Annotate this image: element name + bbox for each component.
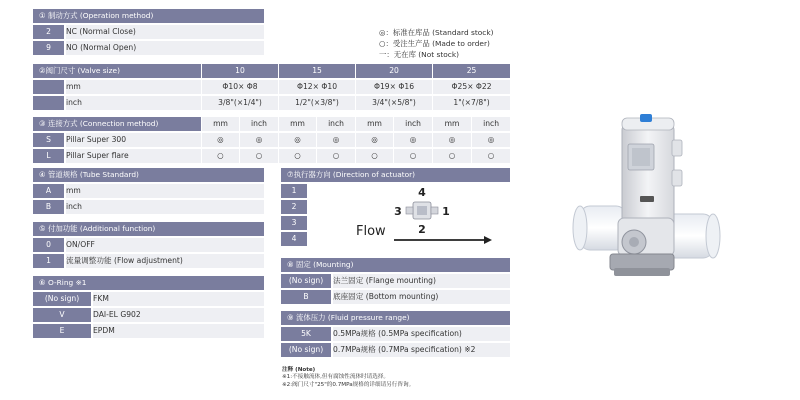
legend-item: ◎：标准在库品 (Standard stock) <box>379 28 494 37</box>
operation-method-section <box>33 7 264 57</box>
table-row[interactable] <box>33 292 264 306</box>
size-value: Φ25× Φ22 <box>432 80 510 94</box>
flow-arrow-icon <box>394 236 492 244</box>
option-code: 2 <box>281 200 307 214</box>
option-label: 流量调整功能 (Flow adjustment) <box>64 254 264 268</box>
table-row[interactable] <box>33 254 264 268</box>
unit-header: mm <box>278 117 316 131</box>
stock-legend <box>379 27 494 60</box>
size-header: 10 <box>201 64 278 78</box>
size-value: Φ10× Φ8 <box>201 80 278 94</box>
option-code: B <box>281 290 331 304</box>
section-title: ⑦执行器方向 (Direction of actuator) <box>281 168 510 182</box>
note-line: ※2:阀门尺寸"25"的0.7MPa规格的详细请另行咨询。 <box>282 381 415 388</box>
direction-label-2: 2 <box>418 223 426 236</box>
option-label: 底座固定 (Bottom mounting) <box>331 290 510 304</box>
table-row[interactable] <box>33 133 510 147</box>
table-row[interactable] <box>33 149 510 163</box>
section-title: ④ 管道规格 (Tube Standard) <box>33 168 264 182</box>
stock-mark: ○ <box>239 149 278 163</box>
option-label: FKM <box>91 292 264 306</box>
table-row[interactable] <box>281 274 510 288</box>
table-row[interactable] <box>33 25 264 39</box>
section-title: ⑤ 付加功能 (Additional function) <box>33 222 264 236</box>
stock-mark: ◎ <box>432 133 471 147</box>
unit-header: mm <box>432 117 471 131</box>
direction-label-4: 4 <box>418 186 426 199</box>
unit-header: inch <box>239 117 278 131</box>
flow-label: Flow <box>356 224 386 239</box>
stock-mark: ○ <box>278 149 316 163</box>
size-value: 3/8"(×1/4") <box>201 96 278 110</box>
stock-mark: ○ <box>316 149 355 163</box>
legend-item: ○：受注生产品 (Made to order) <box>379 39 490 48</box>
section-title: ②阀门尺寸 (Valve size) <box>33 64 201 78</box>
unit-header: inch <box>393 117 432 131</box>
section-title: ⑥ O-Ring ※1 <box>33 276 264 290</box>
table-row[interactable] <box>33 324 264 338</box>
table-row[interactable] <box>281 290 510 304</box>
legend-item: 一：无在库 (Not stock) <box>379 50 459 59</box>
option-code: V <box>33 308 91 322</box>
option-code: 0 <box>33 238 64 252</box>
stock-mark: ○ <box>201 149 239 163</box>
stock-mark: ○ <box>355 149 393 163</box>
stock-mark: ○ <box>471 149 510 163</box>
option-label: ON/OFF <box>64 238 264 252</box>
section-title: ③ 连接方式 (Connection method) <box>33 117 201 131</box>
unit-header: inch <box>471 117 510 131</box>
tube-standard-section <box>33 166 264 216</box>
option-label: NO (Normal Open) <box>64 41 264 55</box>
notes <box>282 367 414 389</box>
option-label: DAI-EL G902 <box>91 308 264 322</box>
option-label: Pillar Super 300 <box>64 133 201 147</box>
table-row[interactable] <box>33 238 264 252</box>
stock-mark: ○ <box>393 149 432 163</box>
unit-header: inch <box>316 117 355 131</box>
size-value: 3/4"(×5/8") <box>355 96 432 110</box>
table-row[interactable] <box>33 200 264 214</box>
mounting-section <box>281 256 510 306</box>
table-row[interactable] <box>33 308 264 322</box>
option-code: (No sign) <box>281 274 331 288</box>
option-label: inch <box>64 200 264 214</box>
option-code: (No sign) <box>33 292 91 306</box>
option-code: 1 <box>33 254 64 268</box>
option-code: 5K <box>281 327 331 341</box>
option-code: L <box>33 149 64 163</box>
option-code: 1 <box>281 184 307 198</box>
stock-mark: ◎ <box>278 133 316 147</box>
option-code: 3 <box>281 216 307 230</box>
option-label: 0.5MPa规格 (0.5MPa specification) <box>331 327 510 341</box>
actuator-top-view-icon <box>406 202 438 219</box>
table-row[interactable] <box>33 41 264 55</box>
stock-mark: ◎ <box>239 133 278 147</box>
table-row[interactable] <box>281 343 510 357</box>
size-value: Φ19× Φ16 <box>355 80 432 94</box>
size-value: Φ12× Φ10 <box>278 80 355 94</box>
option-code: B <box>33 200 64 214</box>
option-code: (No sign) <box>281 343 331 357</box>
option-code: S <box>33 133 64 147</box>
section-title: ⑨ 流体压力 (Fluid pressure range) <box>281 311 510 325</box>
fluid-pressure-section <box>281 309 510 359</box>
actuator-direction-diagram <box>354 184 504 244</box>
stock-mark: ◎ <box>316 133 355 147</box>
option-code: 4 <box>281 232 307 246</box>
oring-section <box>33 274 264 340</box>
option-label: 0.7MPa规格 (0.7MPa specification) ※2 <box>331 343 510 357</box>
unit-label: inch <box>64 96 201 110</box>
unit-label: mm <box>64 80 201 94</box>
option-label: EPDM <box>91 324 264 338</box>
option-code: A <box>33 184 64 198</box>
option-code: 2 <box>33 25 64 39</box>
valve-product-image <box>568 110 728 290</box>
unit-header: mm <box>201 117 239 131</box>
direction-label-3: 3 <box>394 205 402 218</box>
notes-title: 注释 (Note) <box>282 367 316 373</box>
table-row[interactable] <box>33 184 264 198</box>
size-value: 1"(×7/8") <box>432 96 510 110</box>
option-code: 9 <box>33 41 64 55</box>
additional-function-section <box>33 220 264 270</box>
table-row[interactable] <box>281 327 510 341</box>
note-line: ※1:不接触流体,但有腐蚀性流体时请选择。 <box>282 374 390 381</box>
size-header: 15 <box>278 64 355 78</box>
table-row <box>33 80 510 94</box>
direction-label-1: 1 <box>442 205 450 218</box>
option-label: mm <box>64 184 264 198</box>
valve-size-section <box>33 62 510 165</box>
stock-mark: ◎ <box>201 133 239 147</box>
size-header: 20 <box>355 64 432 78</box>
size-value: 1/2"(×3/8") <box>278 96 355 110</box>
section-title: ⑧ 固定 (Mounting) <box>281 258 510 272</box>
unit-header: mm <box>355 117 393 131</box>
option-label: Pillar Super flare <box>64 149 201 163</box>
option-label: 法兰固定 (Flange mounting) <box>331 274 510 288</box>
stock-mark: ◎ <box>355 133 393 147</box>
size-header: 25 <box>432 64 510 78</box>
section-title: ① 制动方式 (Operation method) <box>33 9 264 23</box>
stock-mark: ◎ <box>471 133 510 147</box>
option-code: E <box>33 324 91 338</box>
table-row <box>33 96 510 110</box>
option-label: NC (Normal Close) <box>64 25 264 39</box>
stock-mark: ◎ <box>393 133 432 147</box>
stock-mark: ○ <box>432 149 471 163</box>
